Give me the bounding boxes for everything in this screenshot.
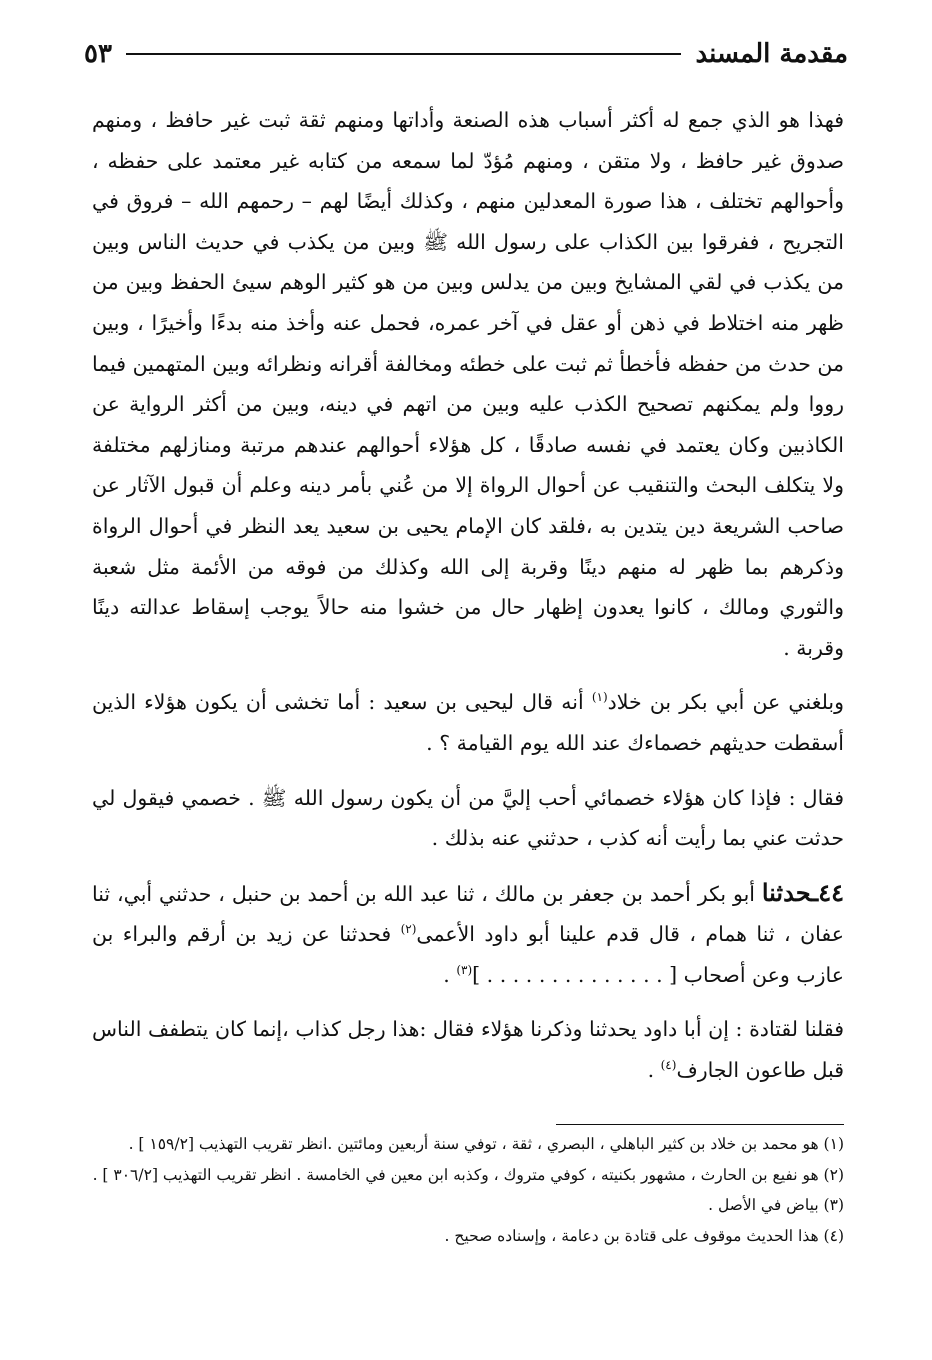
paragraph-4-text-b: فحدثنا عن زيد بن أرقم والبراء بن عازب وعن أصحاب [ . . . . . . . . . . . . . . ] xyxy=(92,922,844,987)
paragraph-2-text-a: وبلغني عن أبي بكر بن خلاد xyxy=(607,690,844,715)
hadith-keyword: ـحدثنا xyxy=(761,877,819,907)
footnote-2: (٢) هو نفيع بن الحارث ، مشهور بكنيته ، كوفي متروك ، وكذبه ابن معين في الخامسة . انظر تقريب التهذيب [٣٠٦/٢ ] . xyxy=(92,1165,844,1184)
footnote-3: (٣) بياض في الأصل . xyxy=(708,1196,844,1214)
footnote-ref-3[interactable]: (٣) xyxy=(456,963,473,978)
hadith-number: ٤٤ xyxy=(818,877,844,907)
paragraph-4 xyxy=(92,873,844,996)
paragraph-5-text-a: فقلنا لقتادة : إن أبا داود يحدثنا وذكرنا هؤلاء فقال :هذا رجل كذاب ،إنما كان يتطفف الناس قبل طاعون الجارف xyxy=(92,1017,844,1083)
paragraph-5-text-b: . xyxy=(647,1058,661,1083)
paragraph-2 xyxy=(92,682,844,763)
paragraph-3: فقال : فإذا كان هؤلاء خصمائي أحب إليَّ من أن يكون رسول الله ﷺ . خصمي فيقول لي حدثت عني بما رأيت أنه كذب ، حدثني عنه بذلك . xyxy=(92,785,844,851)
page-number: ٥٣ xyxy=(84,39,112,69)
footnote-ref-2[interactable]: (٢) xyxy=(400,922,417,937)
paragraph-4-text-c: . xyxy=(443,962,457,987)
header-rule xyxy=(126,53,682,55)
paragraph-5 xyxy=(92,1009,844,1090)
main-text xyxy=(92,100,844,1091)
footnote-separator xyxy=(556,1124,844,1125)
footnote-ref-4[interactable]: (٤) xyxy=(660,1058,677,1073)
paragraph-1: فهذا هو الذي جمع له أكثر أسباب هذه الصنعة وأداتها ومنهم ثقة ثبت غير حافظ ، ومنهم صدوق غير حافظ ، ولا متقن ، ومنهم مُؤدّ لما سمعه من كتابه غير معتمد على حفظه ، وأحوالهم تختلف ، هذا صورة المعدلين منهم ، وكذلك أيضًا لهم – رحمهم الله – فروق في التجريح ، ففرقوا بين الكذاب على رسول الله ﷺ وبين من يكذب في حديث الناس وبين من يكذب في لقي المشايخ وبين من يدلس وبين من هو كثير الوهم سيئ الحفظ وبين من ظهر منه اختلاط في ذهن أو عقل في آخر عمره، فحمل عنه وأخذ منه بدءًا وأخيرًا ، وبين من حدث من حفظه فأخطأ ثم ثبت على خطئه ومخالفة أقرانه ونظرائه وبين المتهمين فيما رووا ولم يمكنهم تصحيح الكذب عليه وبين من اتهم في دينه، وبين من أكثر الرواية عن الكاذبين وكان يعتمد في نفسه صادقًا ، كل هؤلاء أحوالهم عندهم مرتبة ومنازلهم مختلفة ولا يتكلف البحث والتنقيب عن أحوال الرواة إلا من عُني بأمر دينه وعلم أن قبول الآثار عن صاحب الشريعة دين يتدين به ،فلقد كان الإمام يحيى بن سعيد يعد النظر في أحوال الرواة وذكرهم بما ظهر له منهم دينًا وقربة إلى الله وكذلك من فوقه من الأئمة مثل شعبة والثوري ومالك ، كانوا يعدون إظهار حال من خشوا منه حالاً يوجب إسقاط عدالته دينًا وقربة . xyxy=(92,108,844,660)
footnote-ref-1[interactable]: (١) xyxy=(591,690,608,705)
running-title: مقدمة المسند xyxy=(695,39,848,69)
footnotes xyxy=(92,1130,844,1252)
paragraph-2-text-b: أنه قال ليحيى بن سعيد : أما تخشى أن يكون هؤلاء الذين أسقطت حديثهم خصماءك عند الله يوم القيامة ؟ . xyxy=(92,690,844,755)
footnote-4: (٤) هذا الحديث موقوف على قتادة بن دعامة ، وإسناده صحيح . xyxy=(444,1226,844,1245)
page-header xyxy=(84,34,848,74)
paragraph-4-text-a: أبو بكر أحمد بن جعفر بن مالك ، ثنا عبد الله بن أحمد بن حنبل ، حدثني أبي، ثنا عفان ، ثنا همام ، قال قدم علينا أبو داود الأعمى xyxy=(92,881,844,947)
footnote-1: (١) هو محمد بن خلاد بن كثير الباهلي ، البصري ، ثقة ، توفي سنة أربعين ومائتين .انظر تقريب التهذيب [١٥٩/٢ ] . xyxy=(128,1135,844,1153)
